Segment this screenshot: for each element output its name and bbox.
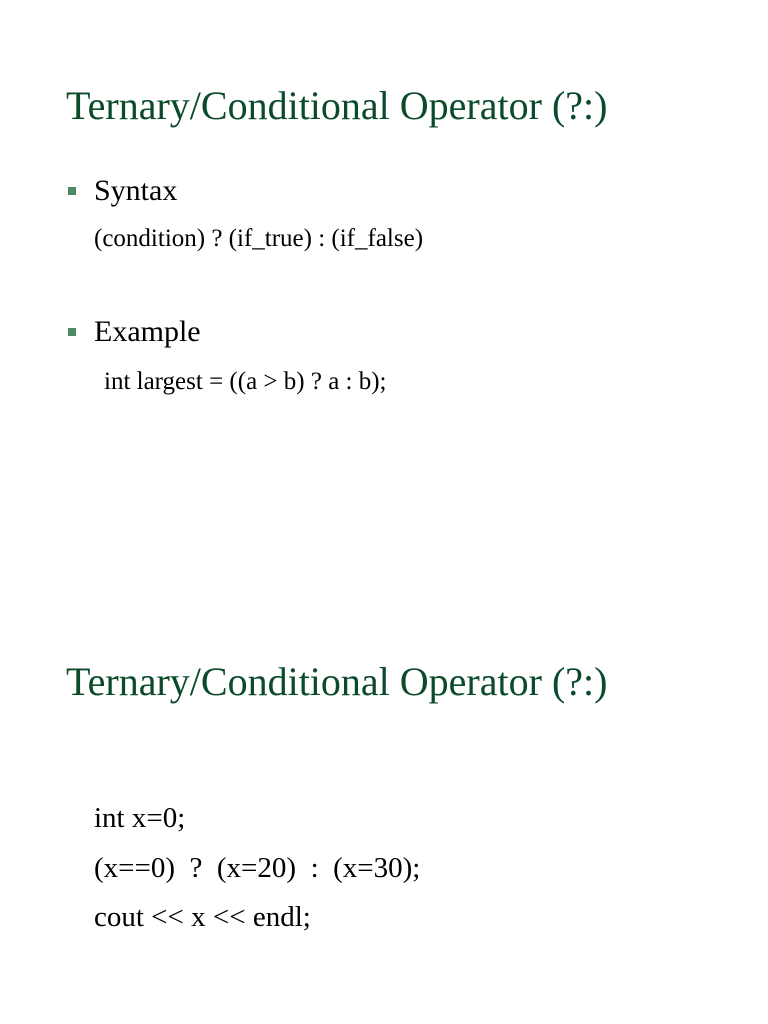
code-line: cout << x << endl; <box>94 901 311 933</box>
syntax-detail: (condition) ? (if_true) : (if_false) <box>94 225 424 252</box>
slide-title: Ternary/Conditional Operator (?:) <box>66 83 608 128</box>
code-line: (x==0) ? (x=20) : (x=30); <box>94 852 421 884</box>
slide-2 <box>0 576 768 1024</box>
example-detail: int largest = ((a > b) ? a : b); <box>104 368 387 395</box>
bullet-label-example: Example <box>94 315 201 348</box>
square-bullet-icon <box>68 187 76 195</box>
square-bullet-icon <box>68 328 76 336</box>
bullet-example <box>68 317 201 347</box>
slide-title: Ternary/Conditional Operator (?:) <box>66 659 608 704</box>
bullet-syntax <box>68 176 177 206</box>
code-line: int x=0; <box>94 802 186 834</box>
bullet-label-syntax: Syntax <box>94 174 178 207</box>
